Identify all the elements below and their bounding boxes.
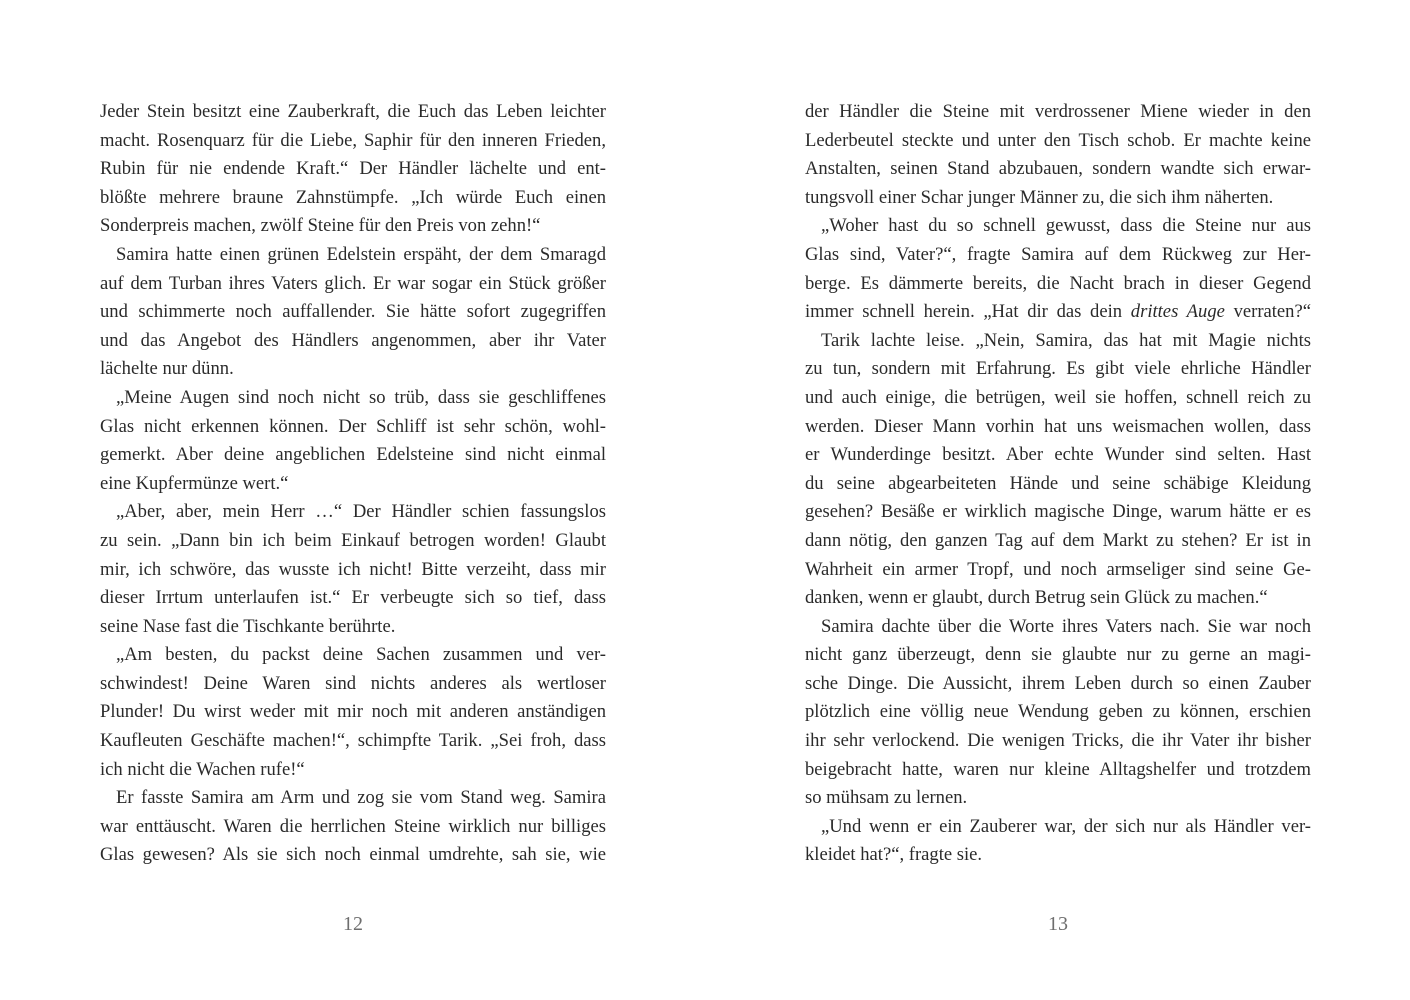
text-line: berge. Es dämmerte bereits, die Nacht brach in dieser Gegend bbox=[805, 272, 1311, 294]
text-line: zu tun, sondern mit Erfahrung. Es gibt viele ehrliche Händler bbox=[805, 358, 1311, 380]
text-line: nicht ganz überzeugt, denn sie glaubte nur zu gerne an magi- bbox=[805, 644, 1311, 666]
text-line: und schimmerte noch auffallender. Sie hätte sofort zugegriffen bbox=[100, 301, 606, 323]
text-line: der Händler die Steine mit verdrossener Miene wieder in den bbox=[805, 101, 1311, 122]
text-line: blößte mehrere braune Zahnstümpfe. „Ich würde Euch einen bbox=[100, 186, 606, 208]
emphasized-text: drittes Auge bbox=[1130, 301, 1225, 323]
text-line: „Meine Augen sind noch nicht so trüb, dass sie geschliffenes bbox=[116, 386, 606, 408]
text-line: Plunder! Du wirst weder mit mir noch mit anderen anständigen bbox=[100, 701, 606, 723]
text-line: plötzlich eine völlig neue Wendung geben zu können, erschien bbox=[805, 701, 1311, 723]
text-line: er Wunderdinge besitzt. Aber echte Wunder sind selten. Hast bbox=[805, 444, 1311, 466]
text-line: Sonderpreis machen, zwölf Steine für den Preis von zehn!“ bbox=[100, 215, 541, 237]
text-line: „Am besten, du packst deine Sachen zusammen und ver- bbox=[116, 644, 606, 666]
text-line: Anstalten, seinen Stand abzubauen, sondern wandte sich erwar- bbox=[805, 158, 1311, 180]
text-line: und auch einige, die betrügen, weil sie hoffen, schnell reich zu bbox=[805, 386, 1311, 408]
text-line: dieser Irrtum unterlaufen ist.“ Er verbeugte sich so tief, dass bbox=[100, 587, 606, 609]
text-line: zu sein. „Dann bin ich beim Einkauf betrogen worden! Glaubt bbox=[100, 529, 606, 551]
text-line: ich nicht die Wachen rufe!“ bbox=[100, 758, 305, 780]
text-line: Glas sind, Vater?“, fragte Samira auf dem Rückweg zur Her- bbox=[805, 243, 1311, 265]
text-line: Samira hatte einen grünen Edelstein erspäht, der dem Smaragd bbox=[116, 243, 606, 265]
text-line: Jeder Stein besitzt eine Zauberkraft, die Euch das Leben leichter bbox=[100, 101, 606, 122]
text-line: Samira dachte über die Worte ihres Vaters nach. Sie war noch bbox=[821, 615, 1311, 637]
text-line: danken, wenn er glaubt, durch Betrug sein Glück zu machen.“ bbox=[805, 587, 1268, 609]
text-line: Wahrheit ein armer Tropf, und noch armseliger sind seine Ge- bbox=[805, 558, 1311, 580]
text-line: dann nötig, den ganzen Tag auf dem Markt zu stehen? Er ist in bbox=[805, 529, 1311, 551]
text-line: Glas nicht erkennen können. Der Schliff ist sehr schön, wohl- bbox=[100, 415, 606, 437]
text-line: seine Nase fast die Tischkante berührte. bbox=[100, 615, 396, 637]
text-line: gemerkt. Aber deine angeblichen Edelsteine sind nicht einmal bbox=[100, 444, 606, 466]
text-line: „Und wenn er ein Zauberer war, der sich nur als Händler ver- bbox=[821, 815, 1311, 837]
text-line: lächelte nur dünn. bbox=[100, 358, 234, 380]
left-page-text bbox=[100, 98, 606, 870]
text-line: tungsvoll einer Schar junger Männer zu, die sich ihm näherten. bbox=[805, 186, 1274, 208]
text-line: Rubin für nie endende Kraft.“ Der Händler lächelte und ent- bbox=[100, 158, 606, 180]
text-fragment: immer schnell herein. „Hat dir das dein bbox=[805, 301, 1131, 323]
text-line: du seine abgearbeiteten Hände und seine schäbige Kleidung bbox=[805, 472, 1311, 494]
text-line: ihr sehr verlockend. Die wenigen Tricks, die ihr Vater ihr bisher bbox=[805, 730, 1311, 752]
text-line: Kaufleuten Geschäfte machen!“, schimpfte Tarik. „Sei froh, dass bbox=[100, 730, 606, 752]
text-line: beigebracht hatte, waren nur kleine Alltagshelfer und trotzdem bbox=[805, 758, 1311, 780]
right-page bbox=[705, 0, 1410, 1000]
text-line: Er fasste Samira am Arm und zog sie vom Stand weg. Samira bbox=[116, 787, 606, 809]
right-page-text bbox=[805, 98, 1311, 870]
text-line: Tarik lachte leise. „Nein, Samira, das hat mit Magie nichts bbox=[821, 329, 1311, 351]
text-line: „Aber, aber, mein Herr …“ Der Händler schien fassungslos bbox=[116, 501, 606, 523]
text-line: sche Dinge. Die Aussicht, ihrem Leben durch so einen Zauber bbox=[805, 672, 1311, 694]
text-line bbox=[805, 298, 1311, 327]
text-line: werden. Dieser Mann vorhin hat uns weismachen wollen, dass bbox=[805, 415, 1311, 437]
text-line: macht. Rosenquarz für die Liebe, Saphir für den inneren Frieden, bbox=[100, 129, 606, 151]
text-line: Lederbeutel steckte und unter den Tisch schob. Er machte keine bbox=[805, 129, 1311, 151]
text-line: so mühsam zu lernen. bbox=[805, 787, 968, 809]
text-line: „Woher hast du so schnell gewusst, dass die Steine nur aus bbox=[821, 215, 1311, 237]
text-line: auf dem Turban ihres Vaters glich. Er war sogar ein Stück größer bbox=[100, 272, 606, 294]
text-line: schwindest! Deine Waren sind nichts anderes als wertloser bbox=[100, 672, 606, 694]
text-line: kleidet hat?“, fragte sie. bbox=[805, 844, 983, 866]
text-line: eine Kupfermünze wert.“ bbox=[100, 472, 289, 494]
right-page-number: 13 bbox=[1048, 913, 1068, 935]
text-fragment: verraten?“ bbox=[1224, 301, 1311, 323]
left-page-number: 12 bbox=[343, 913, 363, 935]
text-line: mir, ich schwöre, das wusste ich nicht! Bitte verzeiht, dass mir bbox=[100, 558, 606, 580]
text-line: gesehen? Besäße er wirklich magische Dinge, warum hätte er es bbox=[805, 501, 1311, 523]
text-line: und das Angebot des Händlers angenommen, aber ihr Vater bbox=[100, 329, 606, 351]
text-line: war enttäuscht. Waren die herrlichen Steine wirklich nur billiges bbox=[100, 815, 606, 837]
text-line: Glas gewesen? Als sie sich noch einmal umdrehte, sah sie, wie bbox=[100, 844, 606, 866]
